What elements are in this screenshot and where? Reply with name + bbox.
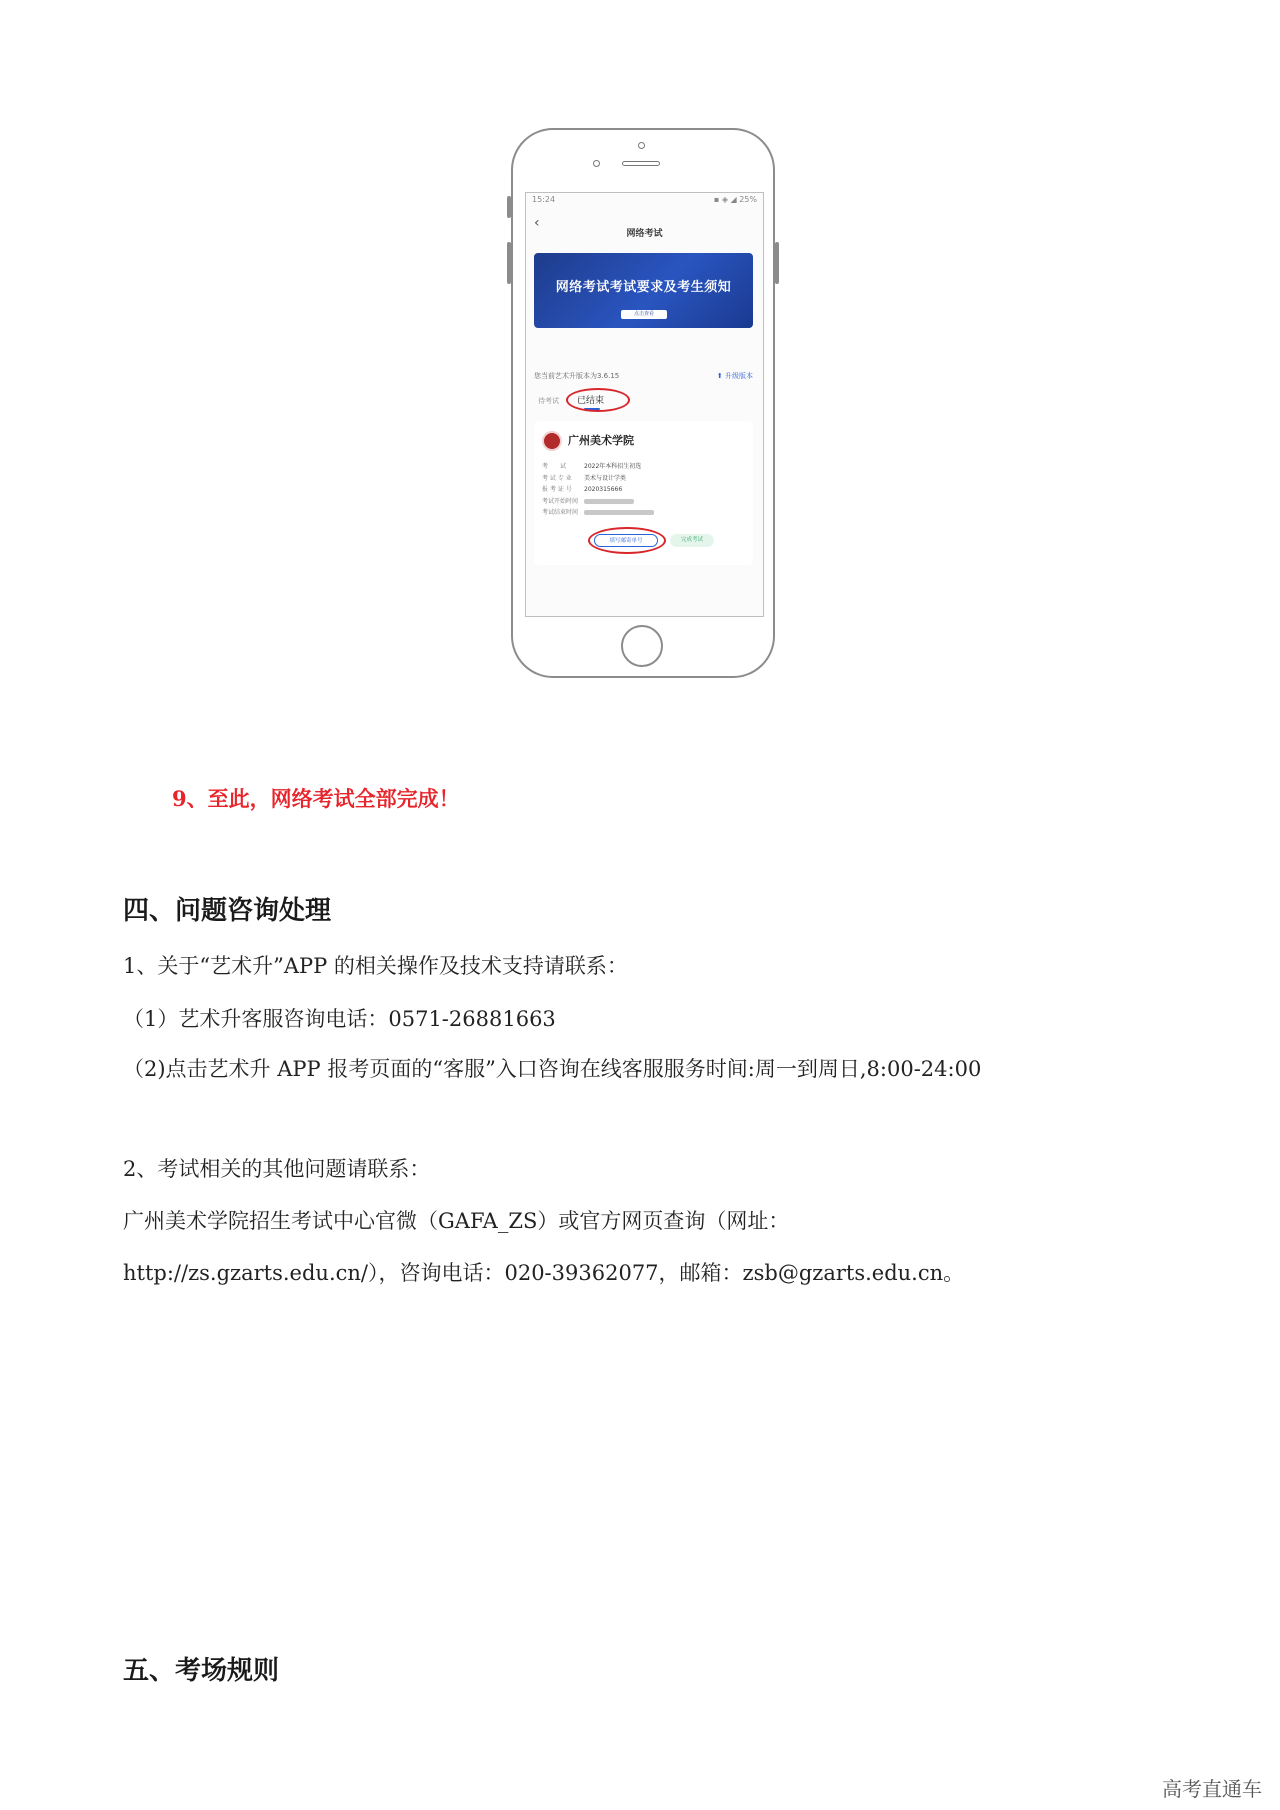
section-4-item-2-line-2: http://zs.gzarts.edu.cn/），咨询电话：020-39362077，邮箱：zsb@gzarts.edu.cn。	[123, 1261, 965, 1285]
section-4-item-2: 2、考试相关的其他问题请联系：	[123, 1157, 431, 1181]
info-row: 考试开始时间	[542, 496, 654, 508]
section-4-item-2-line-1: 广州美术学院招生考试中心官微（GAFA_ZS）或官方网页查询（网址：	[123, 1209, 790, 1233]
watermark: 高考直通车	[1162, 1777, 1262, 1801]
phone-sensor-icon	[593, 160, 600, 167]
info-row: 考 试 专 业 美术与设计学类	[542, 474, 627, 482]
blurred-value	[584, 499, 634, 504]
fill-tracking-number-button[interactable]: 填写邮寄单号	[594, 534, 658, 547]
complete-exam-button[interactable]: 完成考试	[670, 534, 714, 547]
exam-notice-banner[interactable]	[534, 253, 753, 328]
phone-side-button	[507, 196, 511, 218]
exam-card	[534, 421, 753, 565]
school-name: 广州美术学院	[568, 434, 634, 447]
step-9-text: 9、至此，网络考试全部完成！	[172, 786, 460, 811]
version-text: 您当前艺术升版本为3.6.15	[534, 372, 620, 380]
section-4-item-1b: （2)点击艺术升 APP 报考页面的“客服”入口咨询在线客服服务时间:周一到周日,8:00-24:00	[123, 1057, 982, 1081]
blurred-value	[584, 510, 654, 515]
highlight-ring	[566, 388, 630, 412]
upgrade-arrow-icon: ⬆	[716, 372, 725, 380]
highlight-ring	[588, 527, 666, 554]
tab-finished[interactable]: 已结束	[577, 396, 605, 406]
banner-title: 网络考试考试要求及考生须知	[555, 280, 732, 295]
info-row: 考试结束时间	[542, 507, 654, 519]
school-logo-icon	[542, 431, 562, 451]
upgrade-link[interactable]	[717, 371, 753, 381]
info-row: 报 考 证 号 2020315666	[542, 486, 623, 493]
phone-screen	[525, 192, 764, 617]
banner-view-button[interactable]: 点击查看	[621, 310, 667, 319]
tab-pending[interactable]: 待考试	[538, 397, 559, 405]
section-5-heading: 五、考场规则	[123, 1656, 280, 1686]
section-4-heading: 四、问题咨询处理	[123, 896, 332, 926]
exam-info	[542, 461, 654, 519]
phone-speaker-icon	[622, 161, 660, 166]
nav-title: 网络考试	[626, 229, 663, 239]
battery-level: 25%	[739, 195, 757, 204]
phone-home-button	[621, 625, 663, 667]
status-battery: ▪ ◈ ◢ 25%	[713, 195, 757, 204]
section-4-item-1: 1、关于“艺术升”APP 的相关操作及技术支持请联系：	[123, 954, 628, 978]
section-4-item-1a: （1）艺术升客服咨询电话：0571-26881663	[123, 1007, 556, 1031]
phone-side-button	[507, 242, 511, 284]
back-arrow-icon[interactable]: ‹	[534, 215, 540, 231]
status-time: 15:24	[532, 195, 556, 204]
phone-side-button	[775, 242, 779, 284]
info-row: 考 试 2022年本科招生初选	[542, 463, 642, 470]
upgrade-label: 升级版本	[725, 372, 753, 380]
phone-camera-icon	[638, 142, 645, 149]
